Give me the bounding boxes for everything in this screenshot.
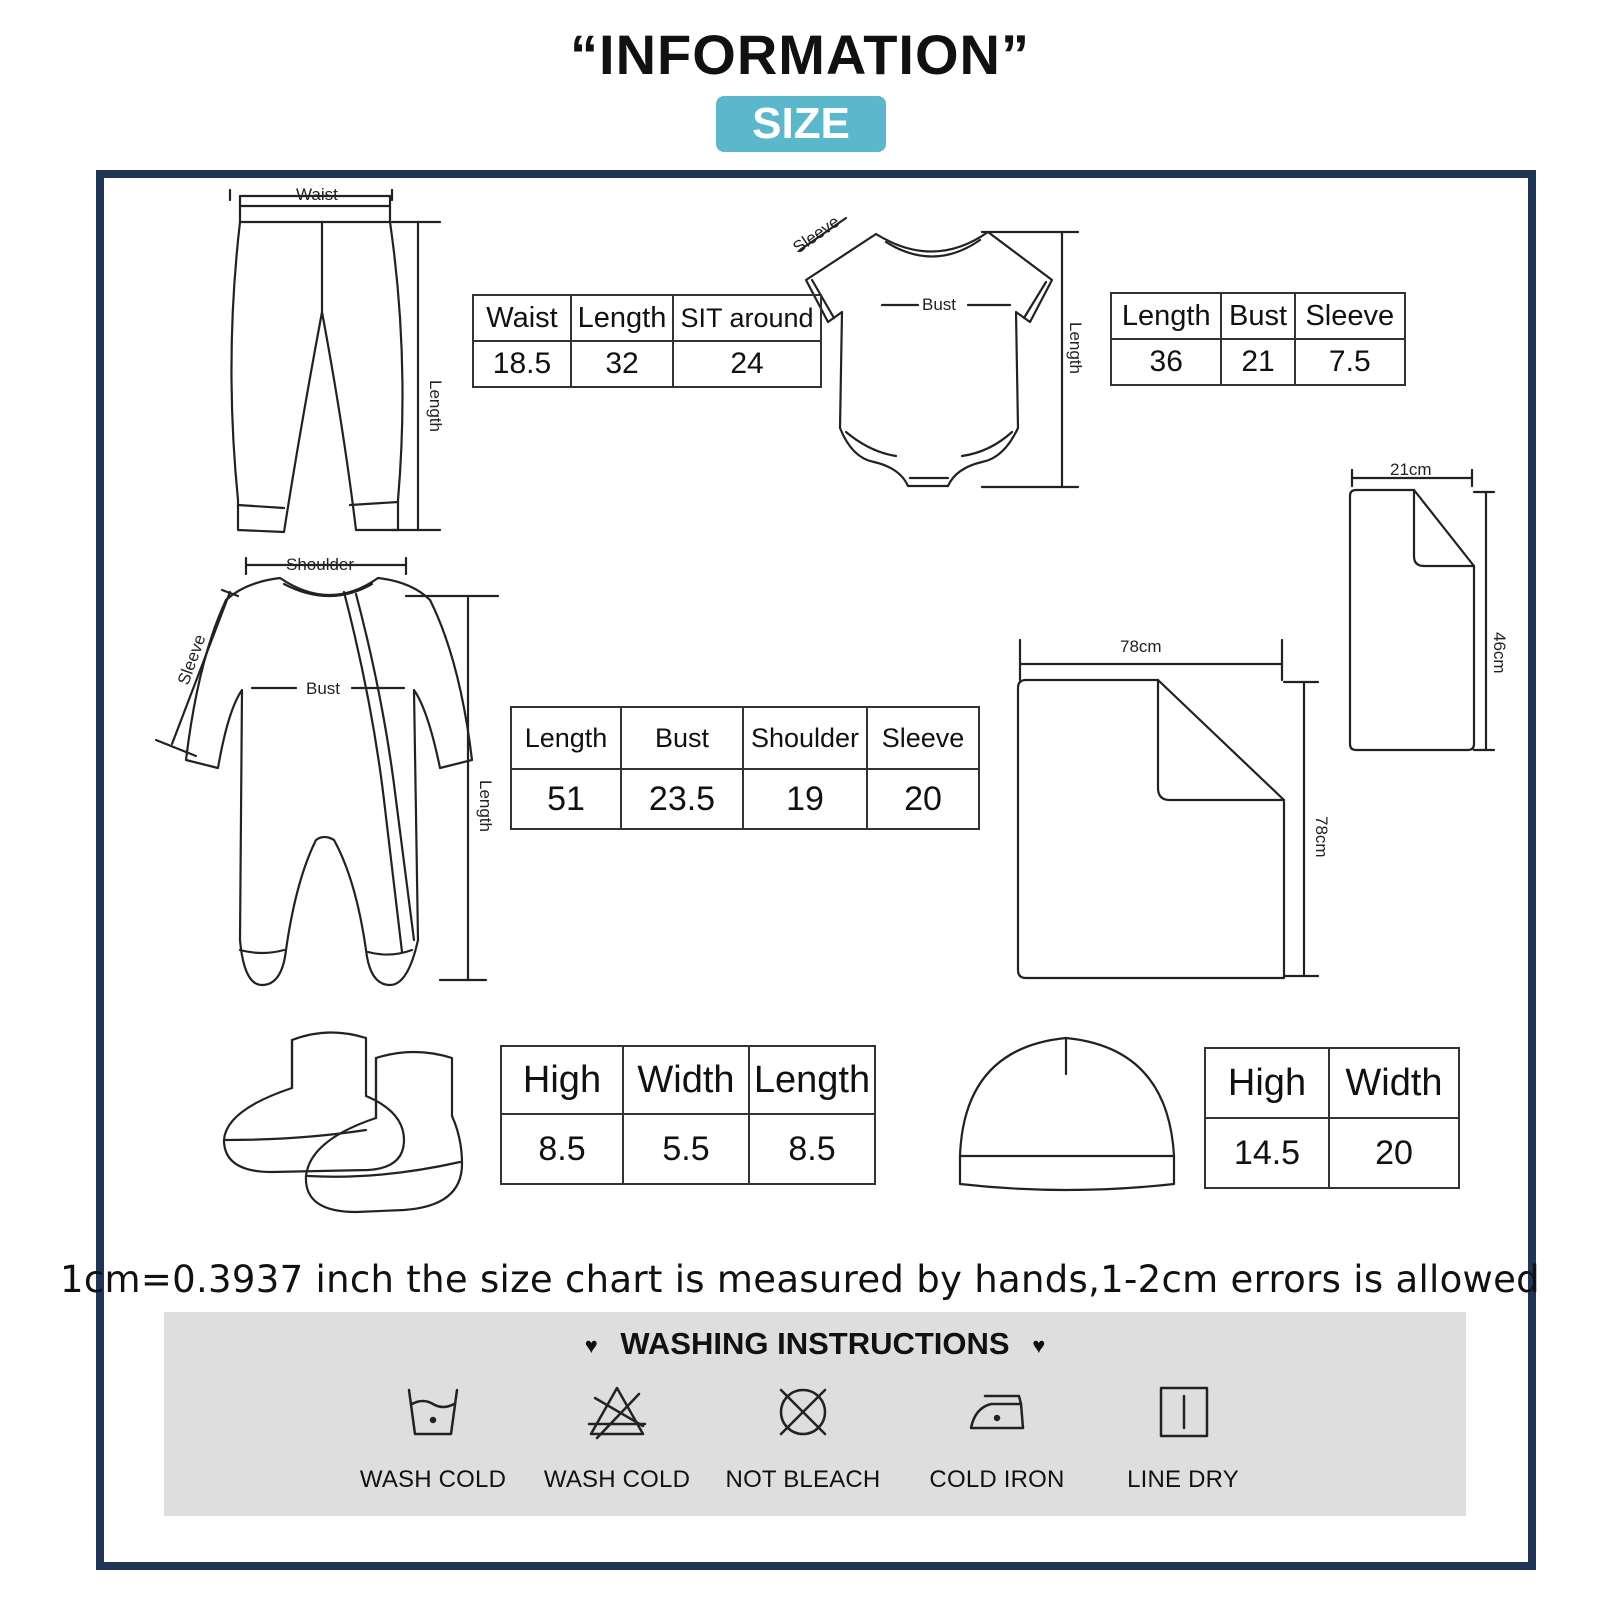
page-title: “INFORMATION”	[570, 23, 1030, 86]
wash-label: LINE DRY	[1127, 1466, 1239, 1493]
wash-label: COLD IRON	[929, 1466, 1065, 1493]
wash-label: NOT BLEACH	[725, 1466, 881, 1493]
blanket-height-label: 78cm	[1312, 816, 1331, 858]
wash-tub-icon	[401, 1380, 465, 1444]
table-cell: 24	[673, 341, 821, 387]
bodysuit-length-label: Length	[1066, 322, 1085, 374]
wash-item	[708, 1380, 898, 1494]
pants-illustration	[230, 190, 440, 532]
table-cell: 8.5	[501, 1114, 623, 1184]
booties-size-table	[500, 1045, 876, 1185]
wash-item	[522, 1380, 712, 1494]
measurement-note: 1cm=0.3937 inch the size chart is measured by hands,1-2cm errors is allowed	[60, 1258, 1540, 1301]
no-tumble-triangle-icon	[585, 1380, 649, 1444]
table-header: Bust	[621, 707, 743, 769]
cloth-height-label: 46cm	[1490, 632, 1509, 674]
table-cell: 21	[1221, 339, 1294, 385]
table-header: Length	[749, 1046, 875, 1114]
table-cell: 32	[571, 341, 673, 387]
wash-label: WASH COLD	[359, 1466, 507, 1493]
bodysuit-size-table	[1110, 292, 1406, 386]
romper-shoulder-label: Shoulder	[286, 555, 355, 574]
blanket-width-label: 78cm	[1120, 637, 1162, 656]
line-dry-icon	[1151, 1380, 1215, 1444]
table-header: High	[1205, 1048, 1329, 1118]
bodysuit-bust-label: Bust	[922, 295, 957, 314]
wash-label: WASH COLD	[543, 1466, 691, 1493]
table-cell: 8.5	[749, 1114, 875, 1184]
romper-size-table	[510, 706, 980, 830]
table-cell: 19	[743, 769, 867, 829]
no-bleach-icon	[771, 1380, 835, 1444]
table-cell: 36	[1111, 339, 1221, 385]
table-header: High	[501, 1046, 623, 1114]
table-header: Shoulder	[743, 707, 867, 769]
heart-icon: ♥	[1032, 1332, 1046, 1358]
hat-illustration	[960, 1038, 1174, 1190]
bodysuit-sleeve-label: Sleeve	[789, 211, 843, 258]
table-header: Waist	[473, 295, 571, 341]
table-cell: 51	[511, 769, 621, 829]
hat-size-table	[1204, 1047, 1460, 1189]
wash-item	[1088, 1380, 1278, 1494]
wash-item	[338, 1380, 528, 1494]
romper-illustration	[156, 558, 498, 985]
table-header: Length	[571, 295, 673, 341]
romper-bust-label: Bust	[306, 679, 341, 698]
table-cell: 14.5	[1205, 1118, 1329, 1188]
table-cell: 20	[1329, 1118, 1459, 1188]
table-header: Bust	[1221, 293, 1294, 339]
washing-instructions-panel	[164, 1312, 1466, 1516]
table-header: Sleeve	[1295, 293, 1405, 339]
iron-icon	[965, 1380, 1029, 1444]
table-cell: 23.5	[621, 769, 743, 829]
table-header: Width	[623, 1046, 749, 1114]
bodysuit-illustration	[800, 218, 1078, 487]
romper-length-label: Length	[476, 780, 495, 832]
table-cell: 20	[867, 769, 979, 829]
table-cell: 18.5	[473, 341, 571, 387]
washing-title-text: WASHING INSTRUCTIONS	[620, 1326, 1010, 1361]
wash-item	[902, 1380, 1092, 1494]
size-badge: SIZE	[716, 96, 886, 152]
pants-size-table	[472, 294, 822, 388]
heart-icon: ♥	[584, 1332, 598, 1358]
table-header: Sleeve	[867, 707, 979, 769]
table-header: SIT around	[673, 295, 821, 341]
booties-illustration	[224, 1032, 462, 1212]
table-header: Width	[1329, 1048, 1459, 1118]
pants-waist-label: Waist	[296, 185, 338, 204]
burp-cloth-illustration	[1350, 470, 1494, 750]
table-cell: 5.5	[623, 1114, 749, 1184]
romper-sleeve-label: Sleeve	[173, 632, 210, 688]
table-header: Length	[1111, 293, 1221, 339]
table-header: Length	[511, 707, 621, 769]
washing-instructions-title	[164, 1326, 1466, 1362]
blanket-illustration	[1018, 640, 1318, 978]
pants-length-label: Length	[426, 380, 445, 432]
table-cell: 7.5	[1295, 339, 1405, 385]
cloth-width-label: 21cm	[1390, 460, 1432, 479]
